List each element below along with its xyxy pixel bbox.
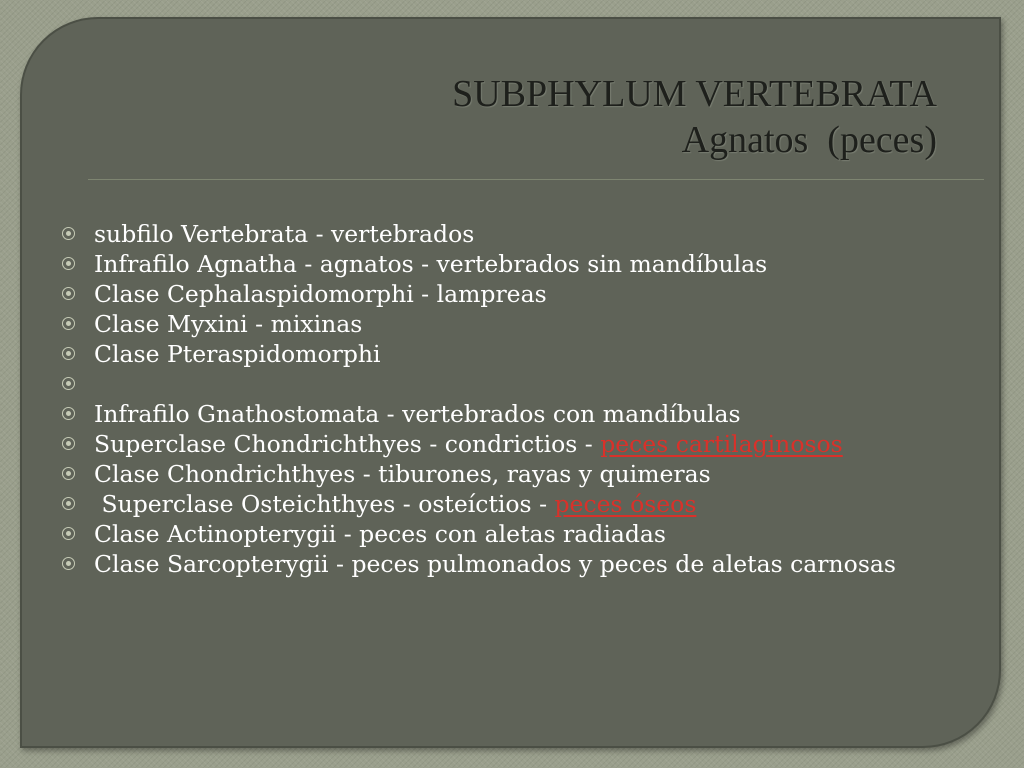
circle-dot-icon xyxy=(62,317,75,330)
bullet-text: Infrafilo Agnatha - agnatos - vertebrados sin mandíbulas xyxy=(94,250,768,278)
slide-title-line-2: Agnatos (peces) xyxy=(681,119,937,161)
bullet-list xyxy=(60,219,960,579)
bullet-item xyxy=(60,489,960,519)
bullet-item xyxy=(60,219,960,249)
circle-dot-icon xyxy=(62,407,75,420)
link-peces-oseos[interactable]: peces óseos xyxy=(554,490,697,518)
circle-dot-icon xyxy=(62,497,75,510)
circle-dot-icon xyxy=(62,257,75,270)
circle-dot-icon xyxy=(62,467,75,480)
bullet-item xyxy=(60,309,960,339)
bullet-text: Infrafilo Gnathostomata - vertebrados con mandíbulas xyxy=(94,400,741,428)
bullet-item xyxy=(60,549,960,579)
circle-dot-icon xyxy=(62,437,75,450)
bullet-item xyxy=(60,429,960,459)
circle-dot-icon xyxy=(62,557,75,570)
bullet-item xyxy=(60,339,960,369)
bullet-item xyxy=(60,459,960,489)
title-divider xyxy=(88,179,984,180)
bullet-item xyxy=(60,519,960,549)
bullet-text: Clase Chondrichthyes - tiburones, rayas y quimeras xyxy=(94,460,711,488)
circle-dot-icon xyxy=(62,527,75,540)
bullet-text: Clase Actinopterygii - peces con aletas radiadas xyxy=(94,520,666,548)
circle-dot-icon xyxy=(62,287,75,300)
circle-dot-icon xyxy=(62,377,75,390)
circle-dot-icon xyxy=(62,227,75,240)
bullet-text: Clase Pteraspidomorphi xyxy=(94,340,381,368)
bullet-text: Clase Cephalaspidomorphi - lampreas xyxy=(94,280,547,308)
slide-title-line-1: SUBPHYLUM VERTEBRATA xyxy=(452,73,937,115)
circle-dot-icon xyxy=(62,347,75,360)
link-peces-cartilaginosos[interactable]: peces cartilaginosos xyxy=(600,430,843,458)
bullet-item xyxy=(60,399,960,429)
slide-title xyxy=(452,71,937,163)
bullet-item xyxy=(60,279,960,309)
bullet-text: subfilo Vertebrata - vertebrados xyxy=(94,220,475,248)
bullet-text: Clase Myxini - mixinas xyxy=(94,310,363,338)
bullet-item-empty xyxy=(60,369,960,399)
bullet-item xyxy=(60,249,960,279)
bullet-text: Superclase Chondrichthyes - condrictios - xyxy=(94,430,601,458)
bullet-text: Superclase Osteichthyes - osteíctios - xyxy=(94,490,555,518)
bullet-text: Clase Sarcopterygii - peces pulmonados y peces de aletas carnosas xyxy=(94,550,896,578)
